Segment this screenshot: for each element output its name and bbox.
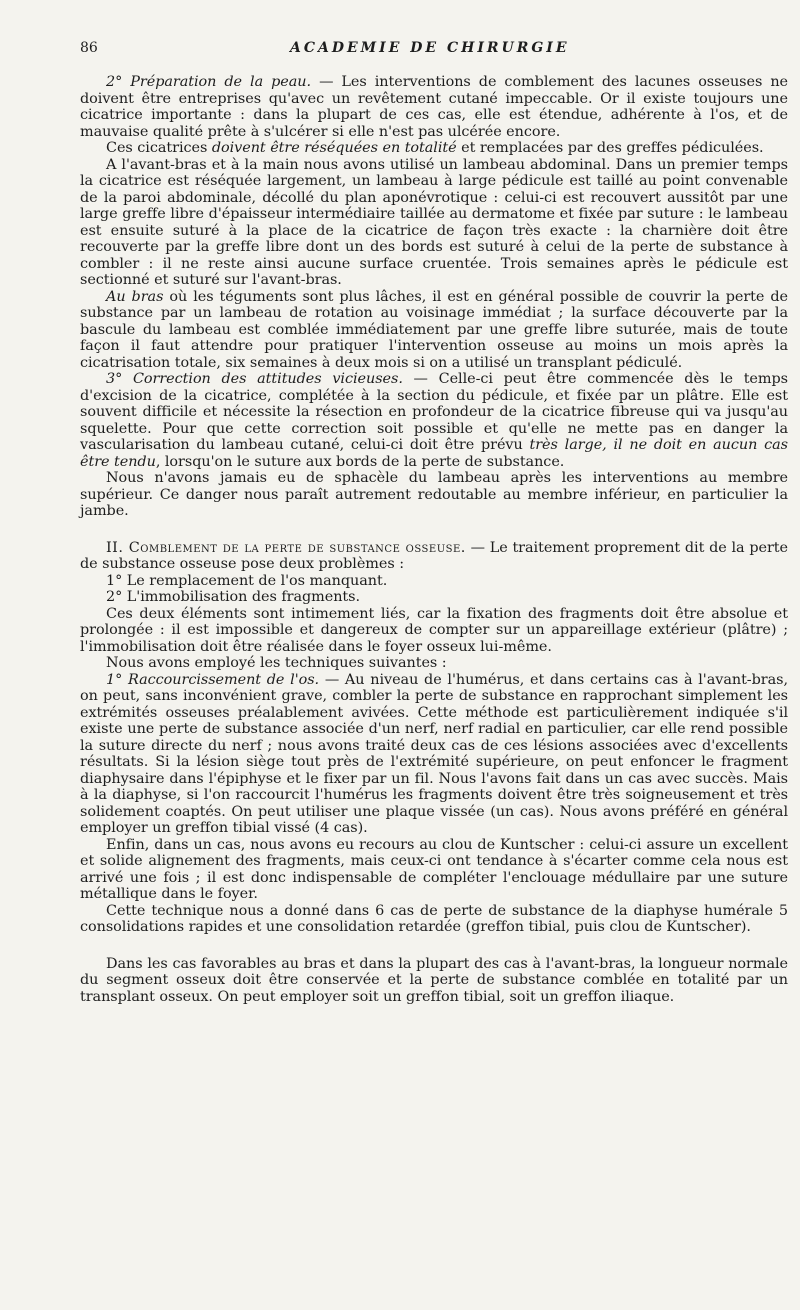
paragraph-sphacelus: Nous n'avons jamais eu de sphacèle du lambeau après les interventions au membre supérieur. Ce danger nous paraît autrement redoutable au membre inférieur, en particulier la jambe. xyxy=(80,470,788,519)
paragraph-arm-flap: Au bras où les téguments sont plus lâches, il est en général possible de couvrir la perte de substance par un lambeau de rotation au voisinage immédiat ; la surface découverte par la bascule du lambeau est comblée immédiatement par une greffe libre suturée, mais de toute façon il faut attendre pour pratiquer l'intervention osseuse au moins un mois après la cicatrisation totale, six semaines à deux mois si on a utilisé un transplant pédiculé. xyxy=(80,288,788,371)
paragraph-shortening: 1° Raccourcissement de l'os. — Au niveau de l'humérus, et dans certains cas à l'avant-bras, on peut, sans inconvénient grave, combler la perte de substance en rapprochant simplement les extrémités osseuses préalablement avivées. Cette méthode est particulièrement indiquée s'il existe une perte de substance associée d'un nerf, nerf radial en particulier, car elle rend possible la suture directe du nerf ; nous avons traité deux cas de ces lésions associées avec d'excellents résultats. Si la lésion siège tout près de l'extrémité supérieure, on peut enfoncer le fragment diaphysaire dans l'épiphyse et le fixer par un fil. Nous l'avons fait dans un cas avec succès. Mais à la diaphyse, si l'on raccourcit l'humérus les fragments doivent être très soigneusement et très solidement coaptés. On peut utiliser une plaque vissée (un cas). Nous avons préféré en général employer un greffon tibial vissé (4 cas). xyxy=(80,671,788,836)
paragraph-techniques: Nous avons employé les techniques suivantes : xyxy=(106,655,447,671)
list-item-immobilisation: 2° L'immobilisation des fragments. xyxy=(106,589,361,605)
paragraph-results: Cette technique nous a donné dans 6 cas de perte de substance de la diaphyse humérale 5 consolidations rapides et une consolidation retardée (greffon tibial, puis clou de Kuntscher). xyxy=(80,902,788,935)
section-spacer xyxy=(80,936,788,956)
paragraph-kuntscher: Enfin, dans un cas, nous avons eu recours au clou de Kuntscher : celui-ci assure un excellent et solide alignement des fragments, mais ceux-ci ont tendance à s'écarter comme cela nous est arrivé une fois ; il est donc indispensable de compléter l'enclouage médullaire par une suture métallique dans le foyer. xyxy=(80,836,788,902)
page-number: 86 xyxy=(80,40,98,56)
running-title: ACADEMIE DE CHIRURGIE xyxy=(290,40,570,56)
section-heading-bone-filling: II. Comblement de la perte de substance osseuse. — Le traitement proprement dit de la perte de substance osseuse pose deux problèmes : xyxy=(80,539,788,572)
paragraph-abdominal-flap: A l'avant-bras et à la main nous avons utilisé un lambeau abdominal. Dans un premier temps la cicatrice est réséquée largement, un lambeau à large pédicule est taillé au point convenable de la paroi abdominale, décollé du plan aponévrotique : celui-ci est recouvert aussitôt par une large greffe libre d'épaisseur intermédiaire taillée au dermatome et fixée par suture : le lambeau est ensuite suturé à la place de la cicatrice de façon très exacte : la charnière doit être recouverte par la greffe libre dont un des bords est suturé à celui de la perte de substance à combler : il ne reste ainsi aucune surface cruentée. Trois semaines après le pédicule est sectionné et suturé sur l'avant-bras. xyxy=(80,156,788,288)
paragraph-skin-preparation: 2° Préparation de la peau. — Les interventions de comblement des lacunes osseuses ne doivent être entreprises qu'avec un revêtement cutané impeccable. Or il existe toujours une cicatrice importante : dans la plupart de ces cas, elle est étendue, adhérente à l'os, et de mauvaise qualité prête à s'ulcérer si elle n'est pas ulcérée encore. xyxy=(80,74,789,140)
paragraph-fixation: Ces deux éléments sont intimement liés, car la fixation des fragments doit être absolue et prolongée : il est impossible et dangereux de compter sur un appareillage extérieur (plâtre) ; l'immobilisation doit être réalisée dans le foyer osseux lui-même. xyxy=(80,605,788,655)
body-text xyxy=(80,74,788,1005)
page-header xyxy=(80,40,788,64)
paragraph-bone-transplant: Dans les cas favorables au bras et dans la plupart des cas à l'avant-bras, la longueur normale du segment osseux doit être conservée et la perte de substance comblée en totalité par un transplant osseux. On peut employer soit un greffon tibial, soit un greffon iliaque. xyxy=(80,955,788,1005)
paragraph-scar-resection: Ces cicatrices doivent être réséquées en totalité et remplacées par des greffes pédiculées. xyxy=(106,140,764,156)
paragraph-attitude-correction: 3° Correction des attitudes vicieuses. — Celle-ci peut être commencée dès le temps d'excision de la cicatrice, complétée à la section du pédicule, et fixée par un plâtre. Elle est souvent difficile et nécessite la résection en profondeur de la cicatrice fibreuse qui va jusqu'au squelette. Pour que cette correction soit possible et qu'elle ne mette pas en danger la vascularisation du lambeau cutané, celui-ci doit être prévu très large, il ne doit en aucun cas être tendu, lorsqu'on le suture aux bords de la perte de substance. xyxy=(80,371,789,470)
list-item-bone-replacement: 1° Le remplacement de l'os manquant. xyxy=(106,572,388,589)
section-spacer xyxy=(80,520,788,540)
